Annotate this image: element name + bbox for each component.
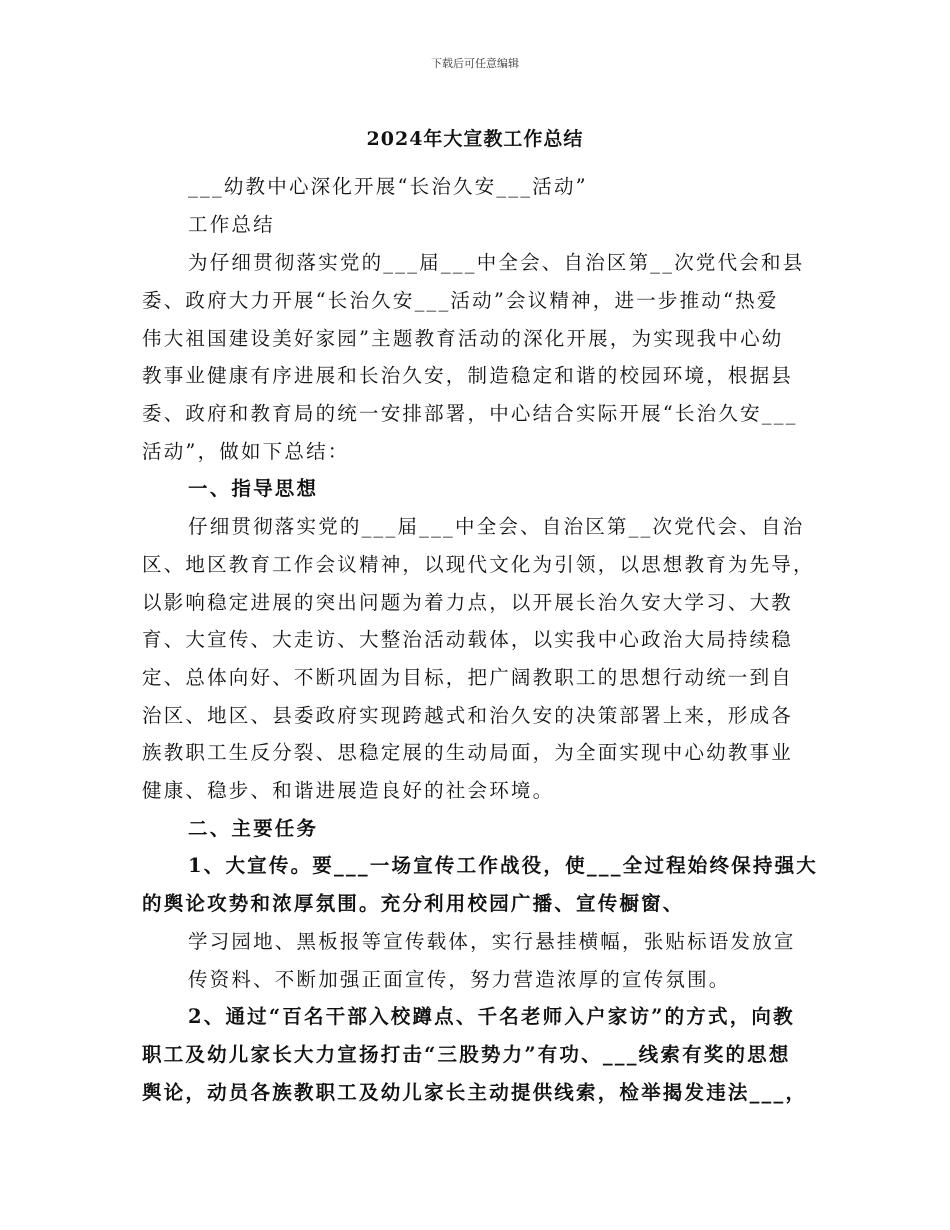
section-heading: 一、指导思想 <box>188 477 319 500</box>
paragraph-line: 仔细贯彻落实党的___届___中全会、自治区第__次党代会、自治 <box>188 515 805 538</box>
section-heading: 二、主要任务 <box>188 817 319 840</box>
paragraph-line: 育、大宣传、大走访、大整治活动载体，以实我中心政治大局持续稳 <box>142 628 794 651</box>
paragraph-line: 委、政府和教育局的统一安排部署，中心结合实际开展“长治久安___ <box>142 402 798 425</box>
paragraph-line: 定、总体向好、不断巩固为目标，把广阔教职工的思想行动统一到自 <box>142 666 794 689</box>
paragraph-line: 的舆论攻势和浓厚氛围。充分利用校园广播、宣传橱窗、 <box>142 892 685 915</box>
paragraph-line: 治区、地区、县委政府实现跨越式和治久安的决策部署上来，形成各 <box>142 704 794 727</box>
paragraph-line: 教事业健康有序进展和长治久安，制造稳定和谐的校园环境，根据县 <box>142 364 794 387</box>
paragraph-line: 职工及幼儿家长大力宣扬打击“三股势力”有功、___线索有奖的思想 <box>142 1043 791 1066</box>
paragraph-line: 2、通过“百名干部入校蹲点、千名老师入户家访”的方式，向教 <box>188 1005 795 1028</box>
paragraph-line: 以影响稳定进展的突出问题为着力点，以开展长治久安大学习、大教 <box>142 591 794 614</box>
header-note: 下载后可任意编辑 <box>431 57 519 70</box>
paragraph-line: 区、地区教育工作会议精神，以现代文化为引领，以思想教育为先导， <box>142 553 815 576</box>
paragraph-line: 伟大祖国建设美好家园”主题教育活动的深化开展，为实现我中心幼 <box>142 327 784 350</box>
document-title: 2024年大宣教工作总结 <box>366 128 584 150</box>
paragraph-line: 健康、稳步、和谐进展造良好的社会环境。 <box>142 779 555 802</box>
paragraph-line: 族教职工生反分裂、思稳定展的生动局面，为全面实现中心幼教事业 <box>142 741 794 764</box>
paragraph-line: 为仔细贯彻落实党的___届___中全会、自治区第__次党代会和县 <box>188 251 805 274</box>
paragraph-line: 舆论，动员各族教职工及幼儿家长主动提供线索，检举揭发违法___， <box>142 1081 808 1104</box>
paragraph-line: 学习园地、黑板报等宣传载体，实行悬挂横幅，张贴标语发放宣 <box>188 930 796 953</box>
subtitle-line: 工作总结 <box>188 213 275 236</box>
subtitle-line: ___幼教中心深化开展“长治久安___活动” <box>188 175 588 198</box>
paragraph-line: 传资料、不断加强正面宣传，努力营造浓厚的宣传氛围。 <box>188 968 731 991</box>
paragraph-line: 委、政府大力开展“长治久安___活动”会议精神，进一步推动“热爱 <box>142 289 779 312</box>
paragraph-line: 活动”，做如下总结： <box>142 440 350 463</box>
paragraph-line: 1、大宣传。要___一场宣传工作战役，使___全过程始终保持强大 <box>188 854 818 877</box>
